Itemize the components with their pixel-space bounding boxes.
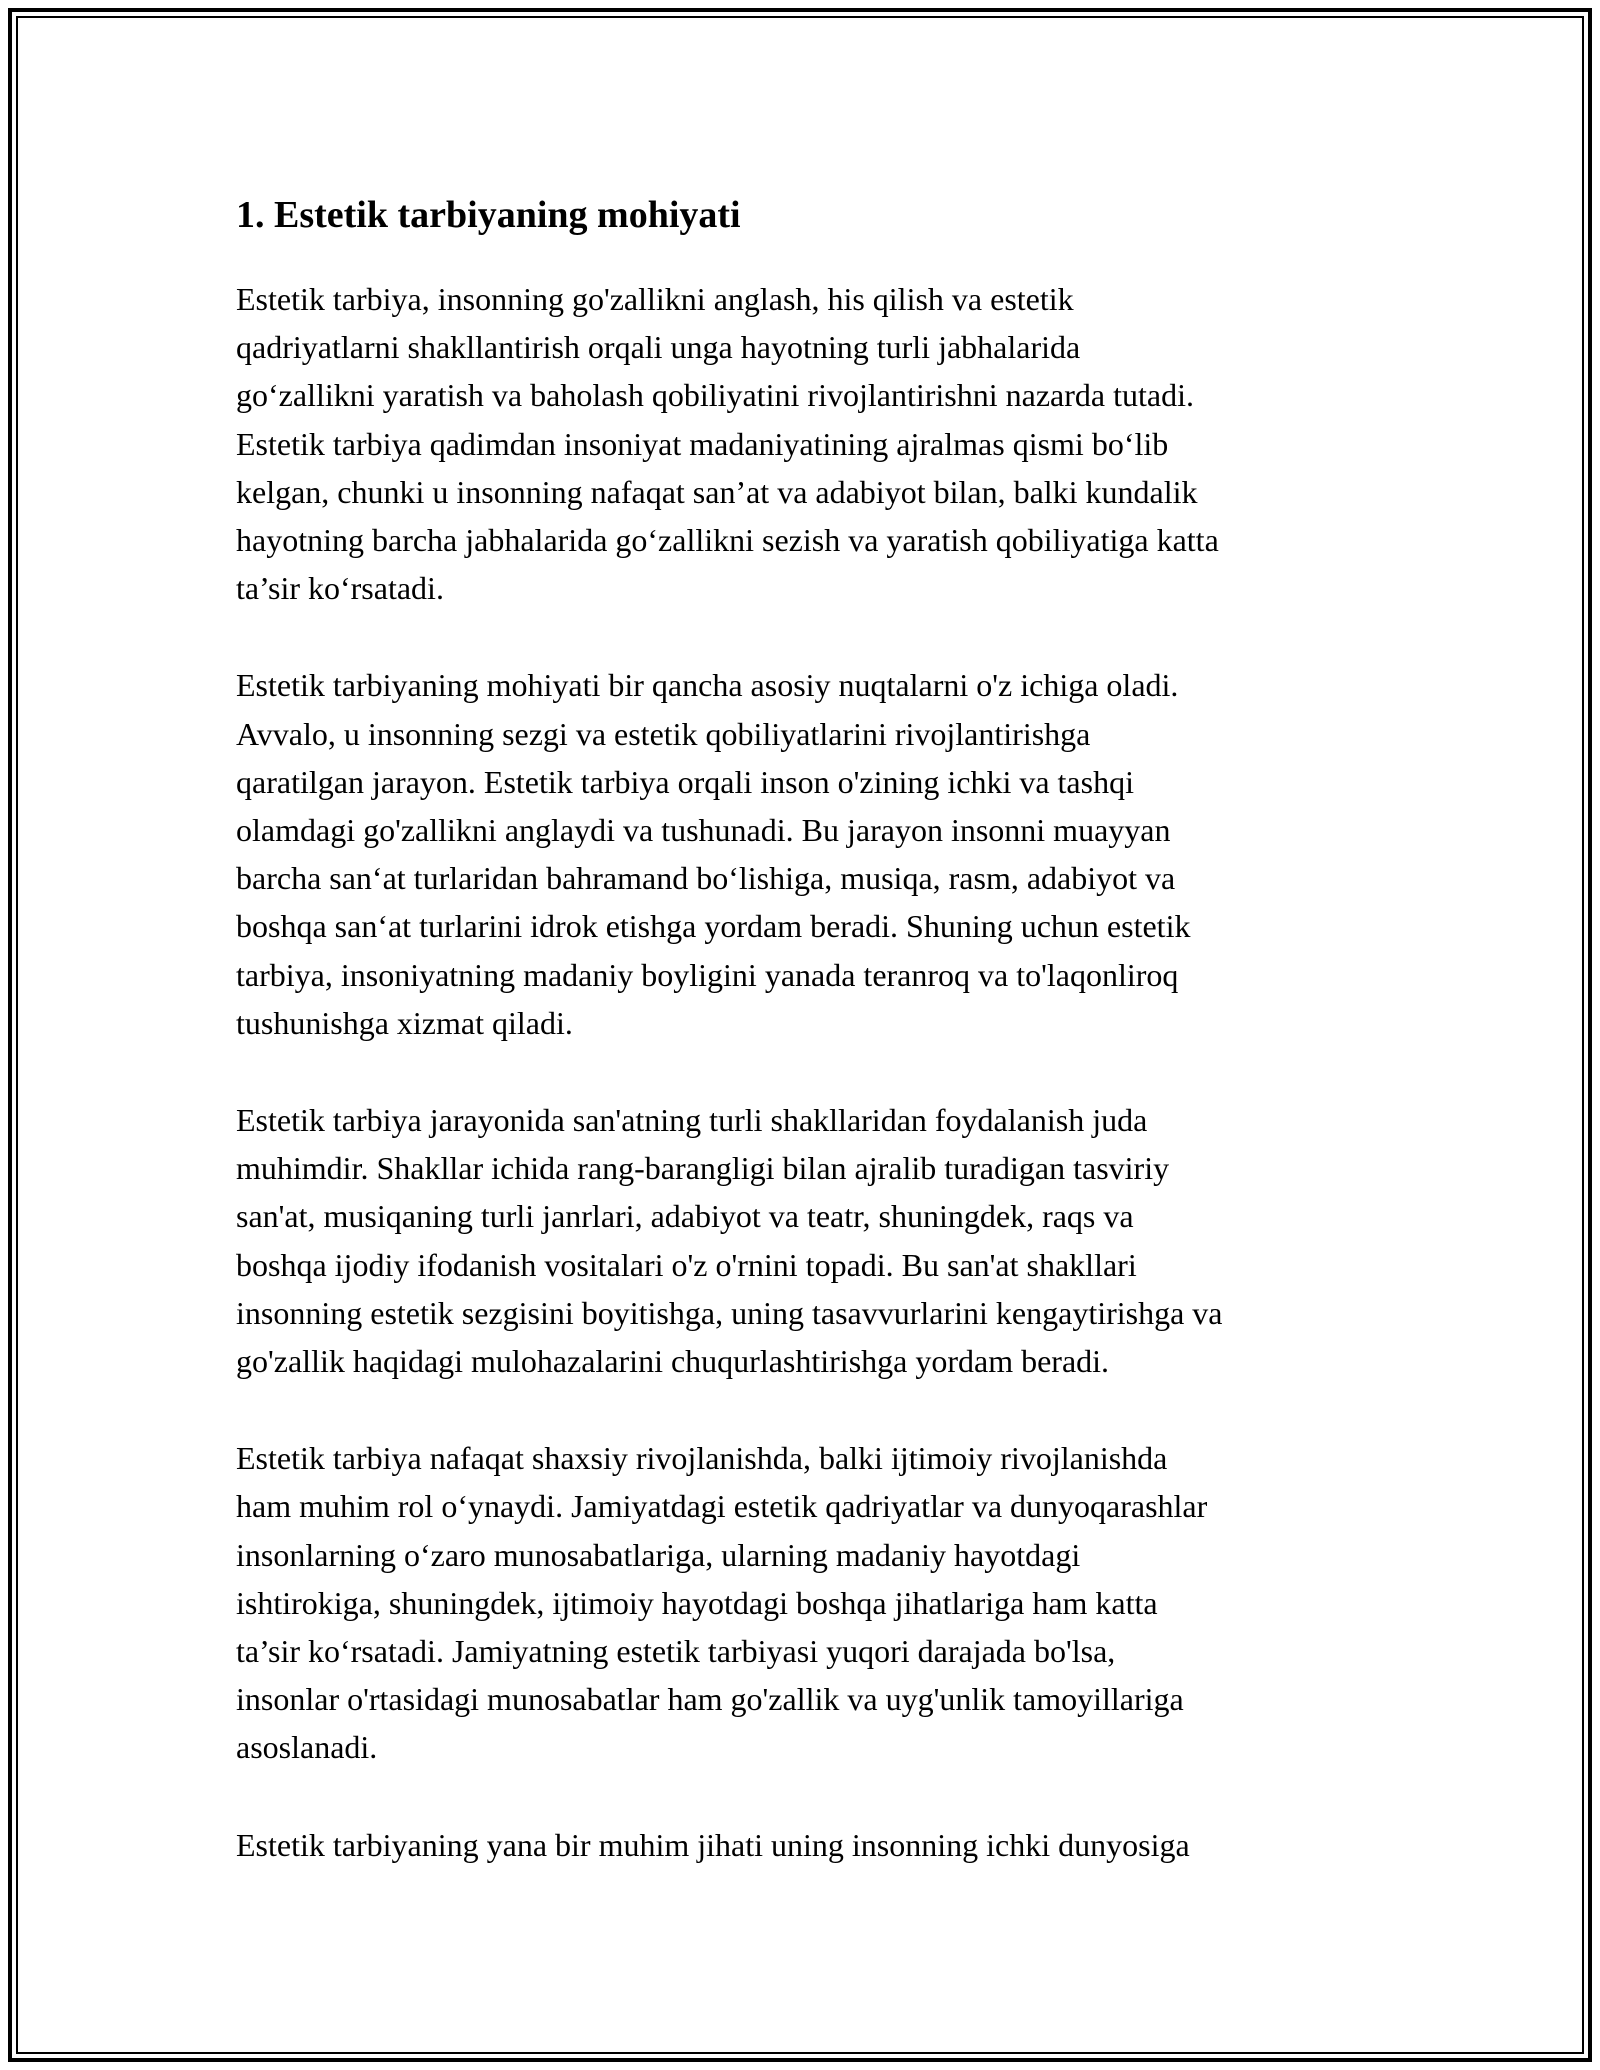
paragraph-3: Estetik tarbiya jarayonida san'atning turli shakllaridan foydalanish juda muhimdir. Shakllar ichida rang-barangligi bilan ajralib turadigan tasviriy san'at, musiqaning turli janrlari, adabiyot va teatr, shuningdek, raqs va boshqa ijodiy ifodanish vositalari o'z o'rnini topadi. Bu san'at shakllari insonning estetik sezgisini boyitishga, uning tasavvurlarini kengaytirishga va go'zallik haqidagi mulohazalarini chuqurlashtirishga yordam beradi.	[236, 1102, 1223, 1380]
paragraph-5: Estetik tarbiyaning yana bir muhim jihati uning insonning ichki dunyosiga	[236, 1826, 1190, 1863]
paragraph-4: Estetik tarbiya nafaqat shaxsiy rivojlanishda, balki ijtimoiy rivojlanishda ham muhim rol o‘ynaydi. Jamiyatdagi estetik qadriyatlar va dunyoqarashlar insonlarning o‘zaro munosabatlariga, ularning madaniy hayotdagi ishtirokiga, shuningdek, ijtimoiy hayotdagi boshqa jihatlariga ham katta ta’sir ko‘rsatadi. Jamiyatning estetik tarbiyasi yuqori darajada bo'lsa, insonlar o'rtasidagi munosabatlar ham go'zallik va uyg'unlik tamoyillariga asoslanadi.	[236, 1440, 1208, 1766]
paragraph-2: Estetik tarbiyaning mohiyati bir qancha asosiy nuqtalarni o'z ichiga oladi. Avvalo, u insonning sezgi va estetik qobiliyatlarini rivojlantirishga qaratilgan jarayon. Estetik tarbiya orqali inson o'zining ichki va tashqi olamdagi go'zallikni anglaydi va tushunadi. Bu jarayon insonni muayyan barcha san‘at turlaridan bahramand bo‘lishiga, musiqa, rasm, adabiyot va boshqa san‘at turlarini idrok etishga yordam beradi. Shuning uchun estetik tarbiya, insoniyatning madaniy boyligini yanada teranroq va to'laqonliroq tushunishga xizmat qiladi.	[236, 667, 1191, 1041]
document-body	[236, 185, 1376, 1918]
section-heading: 1. Estetik tarbiyaning mohiyati	[236, 194, 741, 236]
paragraph-1: Estetik tarbiya, insonning go'zallikni anglash, his qilish va estetik qadriyatlarni shakllantirish orqali unga hayotning turli jabhalarida go‘zallikni yaratish va baholash qobiliyatini rivojlantirishni nazarda tutadi. Estetik tarbiya qadimdan insoniyat madaniyatining ajralmas qismi bo‘lib kelgan, chunki u insonning nafaqat san’at va adabiyot bilan, balki kundalik hayotning barcha jabhalarida go‘zallikni sezish va yaratish qobiliyatiga katta ta’sir ko‘rsatadi.	[236, 281, 1219, 607]
